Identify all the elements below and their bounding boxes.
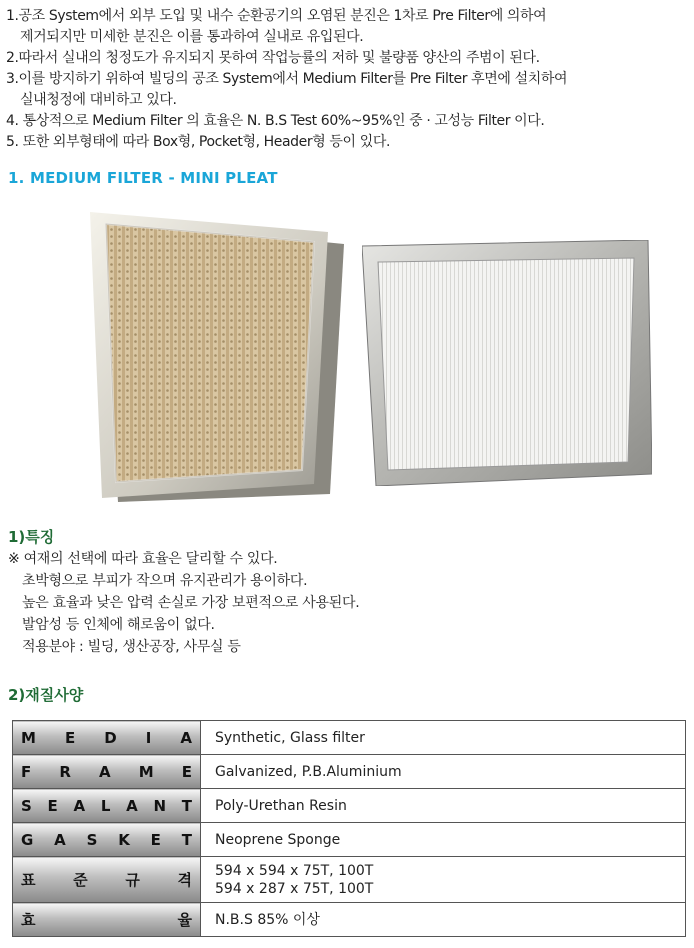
spec-label-letter: E: [150, 830, 161, 849]
spec-label-letter: 격: [177, 871, 192, 889]
spec-label: [13, 789, 201, 823]
spec-label-letter: 규: [125, 871, 140, 889]
spec-heading: 2)재질사양: [8, 686, 84, 704]
spec-label-letter: K: [118, 830, 130, 849]
spec-row: [13, 789, 686, 823]
spec-label-letter: G: [21, 830, 34, 849]
spec-label-letter: M: [21, 728, 36, 747]
spec-value: [201, 755, 686, 789]
spec-value-line: Galvanized, P.B.Aluminium: [215, 763, 402, 780]
glass-fiber-filter-photo: [362, 240, 652, 486]
spec-label-letter: 율: [177, 911, 192, 929]
spec-label-letter: 효: [21, 911, 36, 929]
spec-value: [201, 857, 686, 903]
features-heading: 1)특징: [8, 528, 55, 546]
spec-label-letter: N: [153, 796, 166, 815]
spec-label-letter: E: [47, 796, 58, 815]
spec-label: [13, 755, 201, 789]
spec-label-letter: T: [181, 830, 192, 849]
spec-label-letter: E: [181, 762, 192, 781]
spec-value-line: 594 x 594 x 75T, 100T: [215, 862, 374, 879]
intro-text: [6, 6, 690, 153]
spec-value: [201, 823, 686, 857]
spec-value: [201, 903, 686, 937]
spec-row: [13, 823, 686, 857]
spec-row: [13, 755, 686, 789]
section-title: 1. MEDIUM FILTER - MINI PLEAT: [8, 169, 278, 187]
feature-line: 적용분야 : 빌딩, 생산공장, 사무실 등: [22, 639, 241, 655]
spec-label-letter: M: [138, 762, 154, 781]
spec-row: [13, 903, 686, 937]
intro-line-3: 3.이를 방지하기 위하여 빌딩의 공조 System에서 Medium Filter를 Pre Filter 후면에 설치하여: [6, 71, 568, 87]
spec-value: [201, 721, 686, 755]
spec-label-letter: L: [100, 796, 111, 815]
spec-value-line: Neoprene Sponge: [215, 831, 341, 848]
mini-pleat-filter-photo: [82, 212, 344, 502]
spec-table: [12, 720, 686, 937]
spec-label-letter: A: [73, 796, 86, 815]
spec-label: [13, 823, 201, 857]
spec-value: [201, 789, 686, 823]
spec-row: [13, 721, 686, 755]
spec-value-line: N.B.S 85% 이상: [215, 911, 320, 928]
spec-label-letter: 표: [21, 871, 36, 889]
intro-line-1-cont: 제거되지만 미세한 분진은 이를 통과하여 실내로 유입된다.: [20, 29, 364, 45]
spec-label-letter: S: [21, 796, 32, 815]
feature-line: 높은 효율과 낮은 압력 손실로 가장 보편적으로 사용된다.: [22, 595, 360, 611]
spec-label-letter: S: [86, 830, 98, 849]
spec-label-letter: D: [104, 728, 117, 747]
features-list: [8, 548, 359, 658]
spec-label-letter: A: [99, 762, 111, 781]
spec-label-letter: A: [180, 728, 192, 747]
feature-line: 발암성 등 인체에 해로움이 없다.: [22, 617, 215, 633]
spec-label-letter: I: [145, 728, 152, 747]
spec-label: [13, 903, 201, 937]
spec-row: [13, 857, 686, 903]
spec-label-letter: E: [64, 728, 76, 747]
intro-line-5: 5. 또한 외부형태에 따라 Box형, Pocket형, Header형 등이 있다.: [6, 134, 391, 150]
spec-label-letter: A: [126, 796, 138, 815]
spec-value-line: Poly-Urethan Resin: [215, 797, 347, 814]
spec-label: [13, 857, 201, 903]
spec-label-letter: T: [181, 796, 192, 815]
intro-line-2: 2.따라서 실내의 청정도가 유지되지 못하여 작업능률의 저하 및 불량품 양산의 주범이 된다.: [6, 50, 540, 66]
spec-value-line: Synthetic, Glass filter: [215, 729, 365, 746]
intro-line-3-cont: 실내청정에 대비하고 있다.: [20, 92, 177, 108]
spec-label-letter: A: [54, 830, 66, 849]
feature-line: 초박형으로 부피가 작으며 유지관리가 용이하다.: [22, 573, 308, 589]
spec-label-letter: F: [21, 762, 32, 781]
intro-line-1: 1.공조 System에서 외부 도입 및 내수 순환공기의 오염된 분진은 1차로 Pre Filter에 의하여: [6, 8, 547, 24]
spec-label-letter: 준: [73, 871, 88, 889]
spec-label-letter: R: [59, 762, 71, 781]
spec-value-line: 594 x 287 x 75T, 100T: [215, 880, 374, 897]
feature-line: ※ 여재의 선택에 따라 효율은 달리할 수 있다.: [8, 551, 278, 567]
intro-line-4: 4. 통상적으로 Medium Filter 의 효율은 N. B.S Test 60%~95%인 중 · 고성능 Filter 이다.: [6, 113, 545, 129]
spec-label: [13, 721, 201, 755]
